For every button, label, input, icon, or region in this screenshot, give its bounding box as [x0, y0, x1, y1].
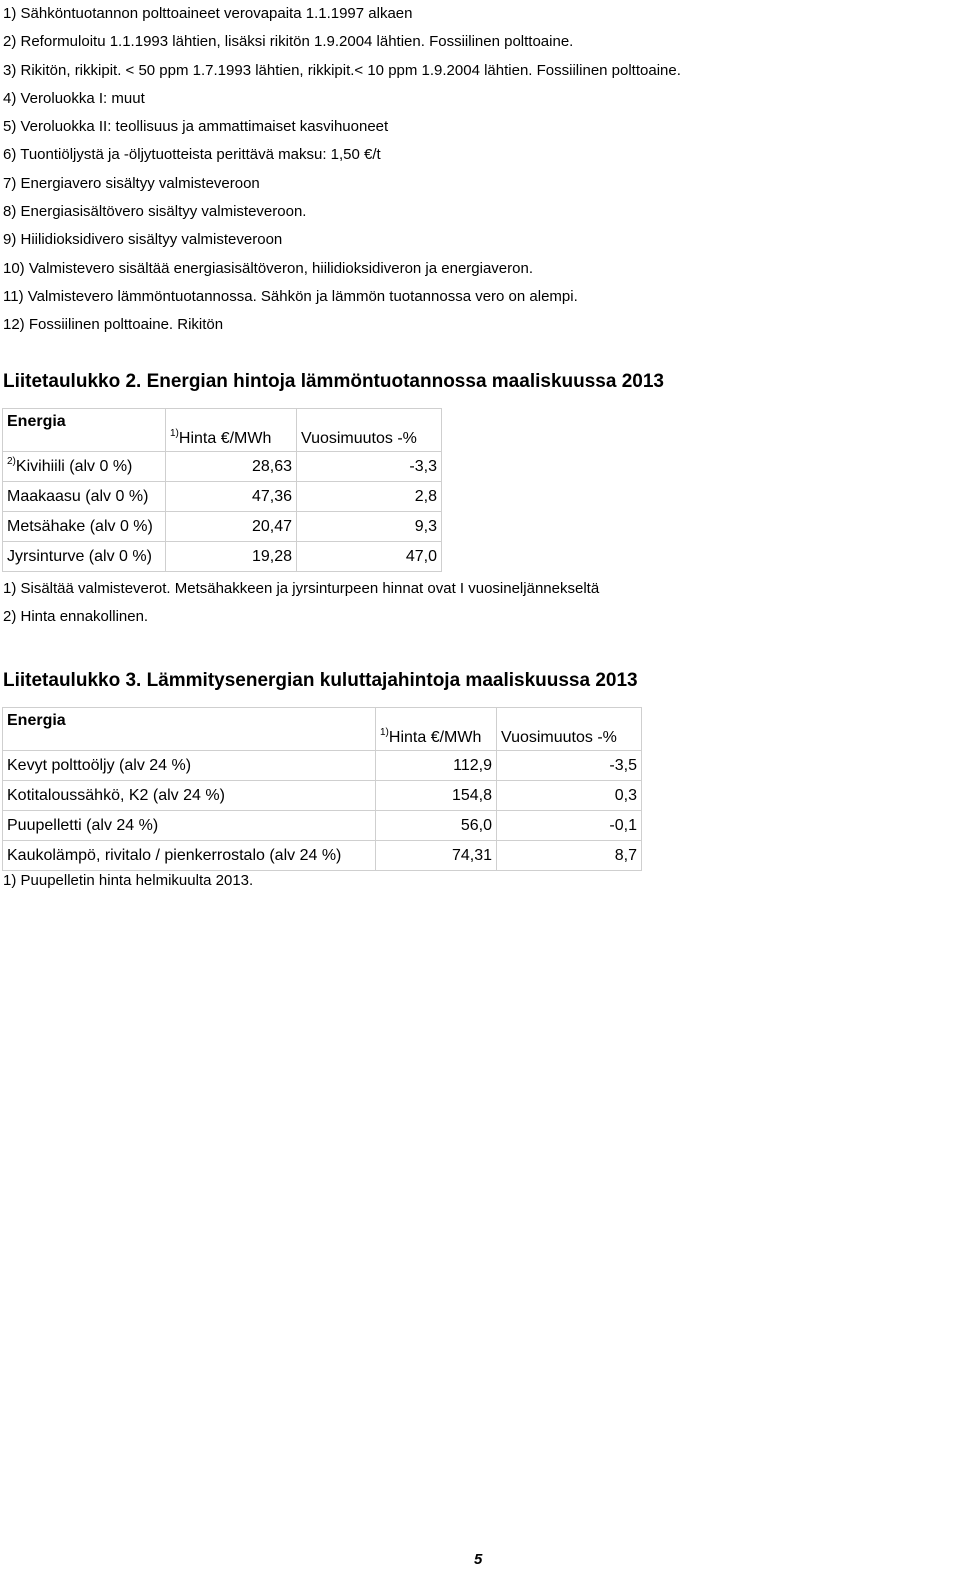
page-number: 5 [474, 1551, 483, 1568]
table-row [3, 751, 642, 781]
table2-row-1-price: 28,63 [166, 452, 297, 482]
table-row [3, 542, 442, 572]
table-row [3, 482, 442, 512]
note-3: 3) Rikitön, rikkipit. < 50 ppm 1.7.1993 lähtien, rikkipit.< 10 ppm 1.9.2004 lähtien. Fossiilinen polttoaine. [3, 61, 681, 79]
table3-row-4-price: 74,31 [376, 841, 497, 871]
table2-row-1-change: -3,3 [297, 452, 442, 482]
table3-row-4-name: Kaukolämpö, rivitalo / pienkerrostalo (alv 24 %) [3, 841, 376, 871]
table3-row-3-change: -0,1 [497, 811, 642, 841]
table2-header-price-sup: 1) [170, 428, 179, 439]
table2-row-2-price: 47,36 [166, 482, 297, 512]
table2-footnote-1: 1) Sisältää valmisteverot. Metsähakkeen ja jyrsinturpeen hinnat ovat I vuosineljännekseltä [3, 580, 600, 597]
table3 [2, 707, 642, 871]
table3-footnote-1: 1) Puupelletin hinta helmikuulta 2013. [3, 872, 254, 889]
table2-header-price [166, 409, 297, 452]
table2 [2, 408, 442, 572]
note-10: 10) Valmistevero sisältää energiasisältöveron, hiilidioksidiveron ja energiaveron. [3, 259, 533, 277]
table2-row-2-change: 2,8 [297, 482, 442, 512]
note-1: 1) Sähköntuotannon polttoaineet verovapaita 1.1.1997 alkaen [3, 5, 413, 22]
table2-row-3-name: Metsähake (alv 0 %) [3, 512, 166, 542]
table-row [3, 811, 642, 841]
table2-header-row [3, 409, 442, 452]
table3-row-1-change: -3,5 [497, 751, 642, 781]
table2-row-1-label: Kivihiili (alv 0 %) [15, 457, 133, 475]
table3-header-price-label: Hinta €/MWh [388, 729, 482, 746]
note-11: 11) Valmistevero lämmöntuotannossa. Sähkön ja lämmön tuotannossa vero on alempi. [3, 287, 578, 305]
table3-header-price-sup: 1) [380, 727, 389, 738]
table3-header-change: Vuosimuutos -% [497, 708, 642, 751]
table3-header-energy: Energia [3, 708, 376, 751]
table2-row-3-price: 20,47 [166, 512, 297, 542]
table3-row-2-change: 0,3 [497, 781, 642, 811]
table3-row-1-price: 112,9 [376, 751, 497, 781]
note-6: 6) Tuontiöljystä ja -öljytuotteista perittävä maksu: 1,50 €/t [3, 146, 381, 164]
tax-notes [3, 0, 681, 340]
note-2: 2) Reformuloitu 1.1.1993 lähtien, lisäksi rikitön 1.9.2004 lähtien. Fossiilinen polttoaine. [3, 33, 574, 51]
table-row [3, 841, 642, 871]
table3-title: Liitetaulukko 3. Lämmitysenergian kuluttajahintoja maaliskuussa 2013 [3, 670, 638, 691]
table2-title: Liitetaulukko 2. Energian hintoja lämmöntuotannossa maaliskuussa 2013 [3, 371, 664, 392]
table-row [3, 781, 642, 811]
table3-header-price [376, 708, 497, 751]
note-4: 4) Veroluokka I: muut [3, 89, 145, 107]
table2-row-4-name: Jyrsinturve (alv 0 %) [3, 542, 166, 572]
note-12: 12) Fossiilinen polttoaine. Rikitön [3, 316, 224, 334]
table2-row-4-price: 19,28 [166, 542, 297, 572]
note-7: 7) Energiavero sisältyy valmisteveroon [3, 174, 260, 192]
table2-header-change: Vuosimuutos -% [297, 409, 442, 452]
table-row [3, 512, 442, 542]
table2-footnote-2: 2) Hinta ennakollinen. [3, 608, 149, 625]
table2-row-1-name [3, 452, 166, 482]
note-9: 9) Hiilidioksidivero sisältyy valmisteveroon [3, 231, 283, 249]
table3-header-row [3, 708, 642, 751]
table2-header-energy: Energia [3, 409, 166, 452]
table2-header-price-label: Hinta €/MWh [178, 430, 272, 447]
table2-row-2-name: Maakaasu (alv 0 %) [3, 482, 166, 512]
table3-row-3-price: 56,0 [376, 811, 497, 841]
table2-row-1-sup: 2) [7, 455, 16, 467]
table2-row-3-change: 9,3 [297, 512, 442, 542]
table3-row-4-change: 8,7 [497, 841, 642, 871]
note-8: 8) Energiasisältövero sisältyy valmisteveroon. [3, 203, 307, 221]
table3-row-1-name: Kevyt polttoöljy (alv 24 %) [3, 751, 376, 781]
table3-row-3-name: Puupelletti (alv 24 %) [3, 811, 376, 841]
table3-row-2-name: Kotitaloussähkö, K2 (alv 24 %) [3, 781, 376, 811]
table2-row-4-change: 47,0 [297, 542, 442, 572]
table-row [3, 452, 442, 482]
note-5: 5) Veroluokka II: teollisuus ja ammattimaiset kasvihuoneet [3, 118, 389, 136]
table3-row-2-price: 154,8 [376, 781, 497, 811]
